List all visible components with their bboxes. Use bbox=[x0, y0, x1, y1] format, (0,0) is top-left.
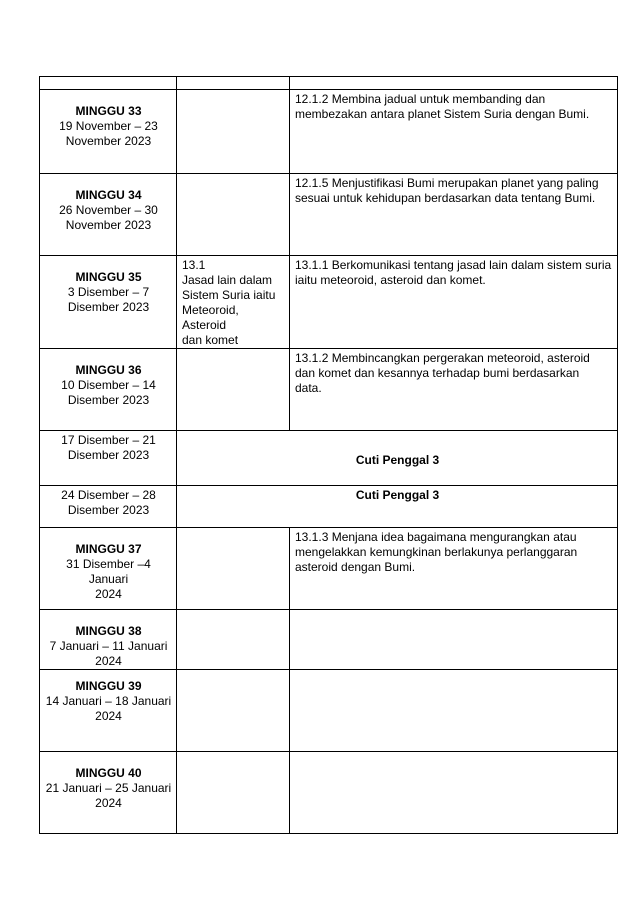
week-label: MINGGU 37 bbox=[75, 542, 142, 556]
topic-cell bbox=[177, 670, 290, 752]
skill-cell: 13.1.3 Menjana idea bagaimana mengurangkan atau mengelakkan kemungkinan berlakunya perlanggaran asteroid dengan Bumi. bbox=[290, 528, 618, 610]
skill-cell bbox=[290, 670, 618, 752]
skill-cell: 13.1.2 Membincangkan pergerakan meteoroid, asteroid dan komet dan kesannya terhadap bumi berdasarkan data. bbox=[290, 349, 618, 431]
topic-cell: 13.1 Jasad lain dalam Sistem Suria iaitu Meteoroid, Asteroid dan komet bbox=[177, 256, 290, 349]
topic-cell bbox=[177, 752, 290, 834]
week-label: MINGGU 34 bbox=[75, 188, 142, 202]
week-label: MINGGU 39 bbox=[75, 679, 142, 693]
week-dates: 24 Disember – 28 Disember 2023 bbox=[40, 486, 177, 528]
week-dates: 10 Disember – 14 Disember 2023 bbox=[61, 378, 156, 407]
week-cell bbox=[40, 670, 177, 752]
schedule-table bbox=[39, 76, 618, 834]
skill-cell bbox=[290, 610, 618, 670]
table-row bbox=[40, 349, 618, 431]
week-dates: 21 Januari – 25 Januari 2024 bbox=[45, 781, 172, 810]
table-cell bbox=[177, 77, 290, 90]
table-row bbox=[40, 610, 618, 670]
topic-cell bbox=[177, 90, 290, 174]
topic-cell bbox=[177, 528, 290, 610]
week-dates: 31 Disember –4 Januari 2024 bbox=[66, 557, 151, 601]
table-row bbox=[40, 256, 618, 349]
table-row bbox=[40, 90, 618, 174]
table-row bbox=[40, 174, 618, 256]
skill-cell: 13.1.1 Berkomunikasi tentang jasad lain dalam sistem suria iaitu meteoroid, asteroid dan komet. bbox=[290, 256, 618, 349]
week-label: MINGGU 33 bbox=[75, 104, 142, 118]
week-label: MINGGU 38 bbox=[75, 624, 142, 638]
week-dates: 26 November – 30 November 2023 bbox=[59, 203, 158, 232]
topic-cell bbox=[177, 174, 290, 256]
table-row bbox=[40, 670, 618, 752]
week-label: MINGGU 35 bbox=[75, 270, 142, 284]
week-cell bbox=[40, 752, 177, 834]
table-header-row bbox=[40, 77, 618, 90]
week-dates: 17 Disember – 21 Disember 2023 bbox=[40, 431, 177, 486]
week-dates: 3 Disember – 7 Disember 2023 bbox=[67, 285, 150, 314]
week-cell bbox=[40, 349, 177, 431]
holiday-row bbox=[40, 431, 618, 486]
week-cell bbox=[40, 90, 177, 174]
topic-cell bbox=[177, 610, 290, 670]
table-row bbox=[40, 528, 618, 610]
table-row bbox=[40, 752, 618, 834]
week-label: MINGGU 40 bbox=[75, 766, 142, 780]
table-cell bbox=[40, 77, 177, 90]
week-dates: 7 Januari – 11 Januari 2024 bbox=[49, 639, 168, 668]
week-cell bbox=[40, 528, 177, 610]
week-label: MINGGU 36 bbox=[75, 363, 142, 377]
skill-cell: 12.1.5 Menjustifikasi Bumi merupakan planet yang paling sesuai untuk kehidupan berdasarkan data tentang Bumi. bbox=[290, 174, 618, 256]
skill-cell bbox=[290, 752, 618, 834]
table-cell bbox=[290, 77, 618, 90]
holiday-label: Cuti Penggal 3 bbox=[177, 431, 618, 486]
topic-cell bbox=[177, 349, 290, 431]
holiday-row bbox=[40, 486, 618, 528]
week-cell bbox=[40, 610, 177, 670]
week-cell bbox=[40, 174, 177, 256]
week-dates: 14 Januari – 18 Januari 2024 bbox=[45, 694, 172, 723]
week-cell bbox=[40, 256, 177, 349]
holiday-label: Cuti Penggal 3 bbox=[177, 486, 618, 528]
week-dates: 19 November – 23 November 2023 bbox=[59, 119, 158, 148]
skill-cell: 12.1.2 Membina jadual untuk membanding dan membezakan antara planet Sistem Suria dengan Bumi. bbox=[290, 90, 618, 174]
